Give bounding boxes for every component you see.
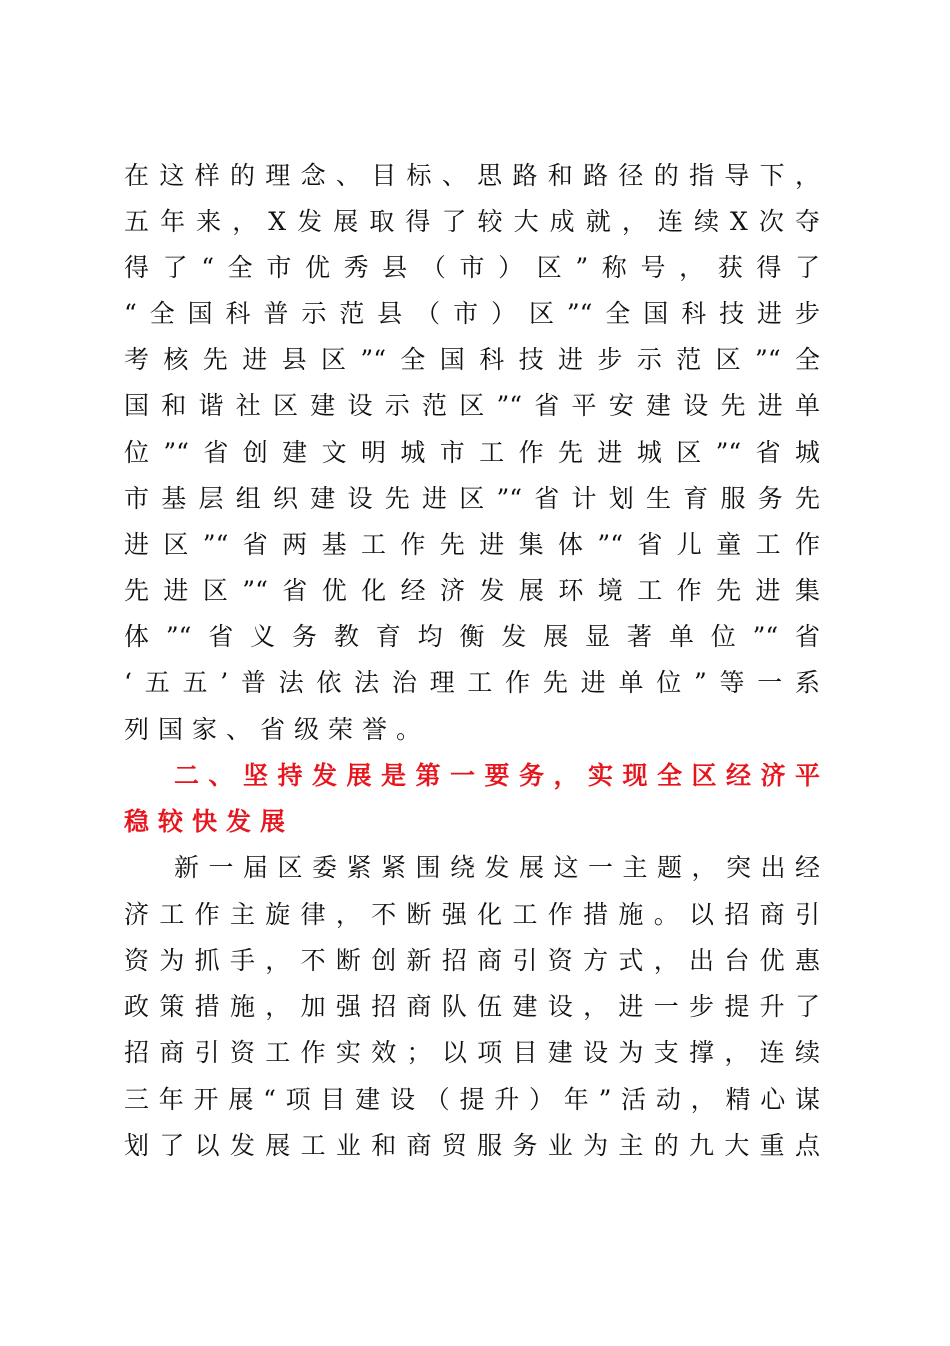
text-line: 得了“全市优秀县（市）区”称号，获得了	[124, 253, 820, 282]
text-line: 位”“省创建文明城市工作先进城区”“省城	[124, 438, 820, 467]
text-line: 在这样的理念、目标、思路和路径的指导下，	[124, 161, 820, 190]
text-line: 先进区”“省优化经济发展环境工作先进集	[124, 576, 820, 605]
text-line: 三年开展“项目建设（提升）年”活动，精心谋	[124, 1085, 820, 1114]
heading-line: 二、坚持发展是第一要务，实现全区经济平	[174, 761, 820, 790]
text-line: 资为抓手，不断创新招商引资方式，出台优惠	[124, 946, 820, 975]
text-line: 济工作主旋律，不断强化工作措施。以招商引	[124, 900, 820, 929]
text-line: 进区”“省两基工作先进集体”“省儿童工作	[124, 530, 820, 559]
text-line: 五年来，X发展取得了较大成就，连续X次夺	[124, 207, 820, 236]
text-line: 划了以发展工业和商贸服务业为主的九大重点	[124, 1131, 820, 1160]
text-line: 国和谐社区建设示范区”“省平安建设先进单	[124, 391, 820, 420]
text-line: 新一届区委紧紧围绕发展这一主题，突出经	[174, 853, 820, 882]
text-line: 考核先进县区”“全国科技进步示范区”“全	[124, 345, 820, 374]
text-line: 体”“省义务教育均衡发展显著单位”“省	[124, 622, 820, 651]
text-line: 招商引资工作实效；以项目建设为支撑，连续	[124, 1038, 820, 1067]
heading-line: 稳较快发展	[124, 807, 295, 836]
text-line: “全国科普示范县（市）区”“全国科技进步	[124, 299, 820, 328]
text-line: 市基层组织建设先进区”“省计划生育服务先	[124, 484, 820, 513]
text-line: 政策措施，加强招商队伍建设，进一步提升了	[124, 992, 820, 1021]
text-line: 列国家、省级荣誉。	[124, 715, 431, 744]
text-line: ‘五五’普法依法治理工作先进单位”等一系	[124, 668, 820, 697]
